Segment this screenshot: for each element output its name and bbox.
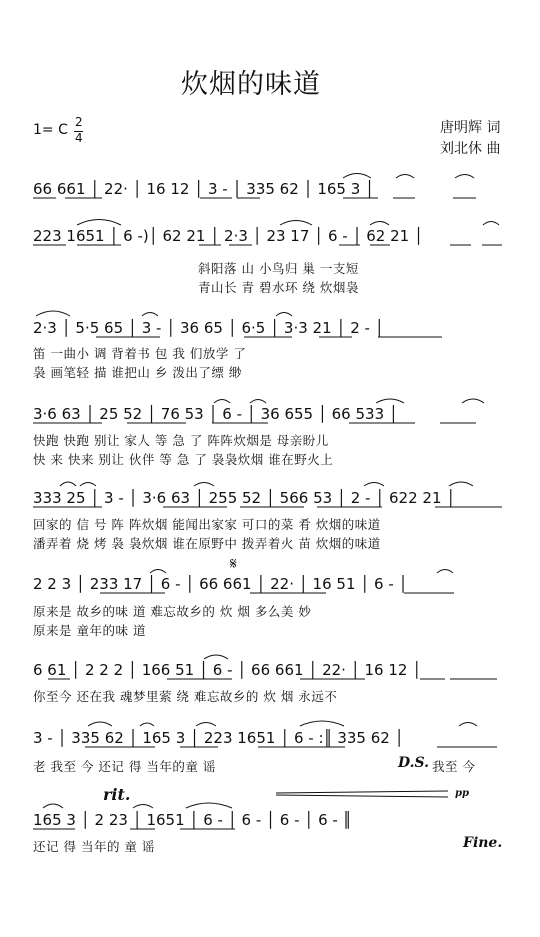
notation-row-3: 2·3 │ 5·5 65 │ 3 - │ 36 65 │ 6·5 │ 3·3 21 │ 2 - │: [33, 319, 384, 337]
dal-segno-marking: D.S.: [398, 755, 430, 771]
lyrics-row-2-line-1: 斜阳落 山 小鸟归 巢 一支短: [198, 261, 359, 276]
notation-row-5: 333 25 │ 3 - │ 3·6 63 │ 255 52 │ 566 53 │ 2 - │ 622 21 │: [33, 489, 456, 507]
lyrics-row-3-line-1: 笛 一曲小 调 背着书 包 我 们放学 了: [33, 346, 247, 361]
lyrics-row-8-ds: 我至 今: [432, 759, 476, 774]
key-signature: 1= C: [33, 122, 68, 138]
notation-row-4: 3·6 63 │ 25 52 │ 76 53 │ 6 - │ 36 655 │ 66 533 │: [33, 405, 398, 423]
lyrics-row-3-line-2: 袅 画笔轻 描 谁把山 乡 泼出了缥 缈: [33, 365, 242, 380]
pianissimo-marking: pp: [455, 788, 469, 799]
notation-row-1: 66 661 │ 22· │ 16 12 │ 3 - │ 335 62 │ 165 3 │: [33, 180, 375, 198]
fine-marking: Fine.: [463, 835, 503, 851]
song-title: 炊烟的味道: [181, 69, 321, 100]
time-signature-bottom: 4: [75, 131, 83, 145]
lyrics-row-2-line-2: 青山长 青 碧水环 绕 炊烟袅: [198, 280, 359, 295]
notation-row-7: 6 61 │ 2 2 2 │ 166 51 │ 6 - │ 66 661 │ 22· │ 16 12 │: [33, 661, 422, 679]
notation-row-9: 165 3 │ 2 23 │ 1651 │ 6 - │ 6 - │ 6 - │ 6 - ║: [33, 811, 352, 829]
notation-row-6: 2 2 3 │ 233 17 │ 6 - │ 66 661 │ 22· │ 16 51 │ 6 - │: [33, 575, 408, 593]
lyrics-row-6-line-1: 原来是 故乡的味 道 难忘故乡的 炊 烟 多么美 妙: [33, 604, 312, 619]
svg-text:𝄋: 𝄋: [230, 554, 237, 573]
composer-credit: 刘北休 曲: [440, 141, 501, 157]
ritardando-marking: rit.: [103, 785, 131, 804]
notation-row-2: 223 1651 │ 6 -)│ 62 21 │ 2·3 │ 23 17 │ 6 - │ 62 21 │: [33, 227, 423, 245]
lyrics-row-8-line-1: 老 我至 今 还记 得 当年的童 谣: [33, 759, 216, 774]
time-signature-top: 2: [75, 115, 83, 129]
lyricist-credit: 唐明辉 词: [440, 120, 501, 136]
lyrics-row-6-line-2: 原来是 童年的味 道: [33, 623, 146, 638]
lyrics-row-5-line-1: 回家的 信 号 阵 阵炊烟 能闻出家家 可口的菜 肴 炊烟的味道: [33, 517, 381, 532]
lyrics-row-9-line-1: 还记 得 当年的 童 谣: [33, 839, 155, 854]
lyrics-row-4-line-1: 快跑 快跑 别让 家人 等 急 了 阵阵炊烟是 母亲盼儿: [33, 433, 329, 448]
lyrics-row-4-line-2: 快 来 快来 别让 伙伴 等 急 了 袅袅炊烟 谁在野火上: [33, 452, 334, 467]
notation-row-8: 3 - │ 335 62 │ 165 3 │ 223 1651 │ 6 - :║ 335 62 │: [33, 729, 404, 747]
lyrics-row-5-line-2: 潘弄着 烧 烤 袅 袅炊烟 谁在原野中 拨弄着火 苗 炊烟的味道: [33, 536, 381, 551]
lyrics-row-7-line-1: 你至今 还在我 魂梦里萦 绕 难忘故乡的 炊 烟 永远不: [33, 689, 338, 704]
